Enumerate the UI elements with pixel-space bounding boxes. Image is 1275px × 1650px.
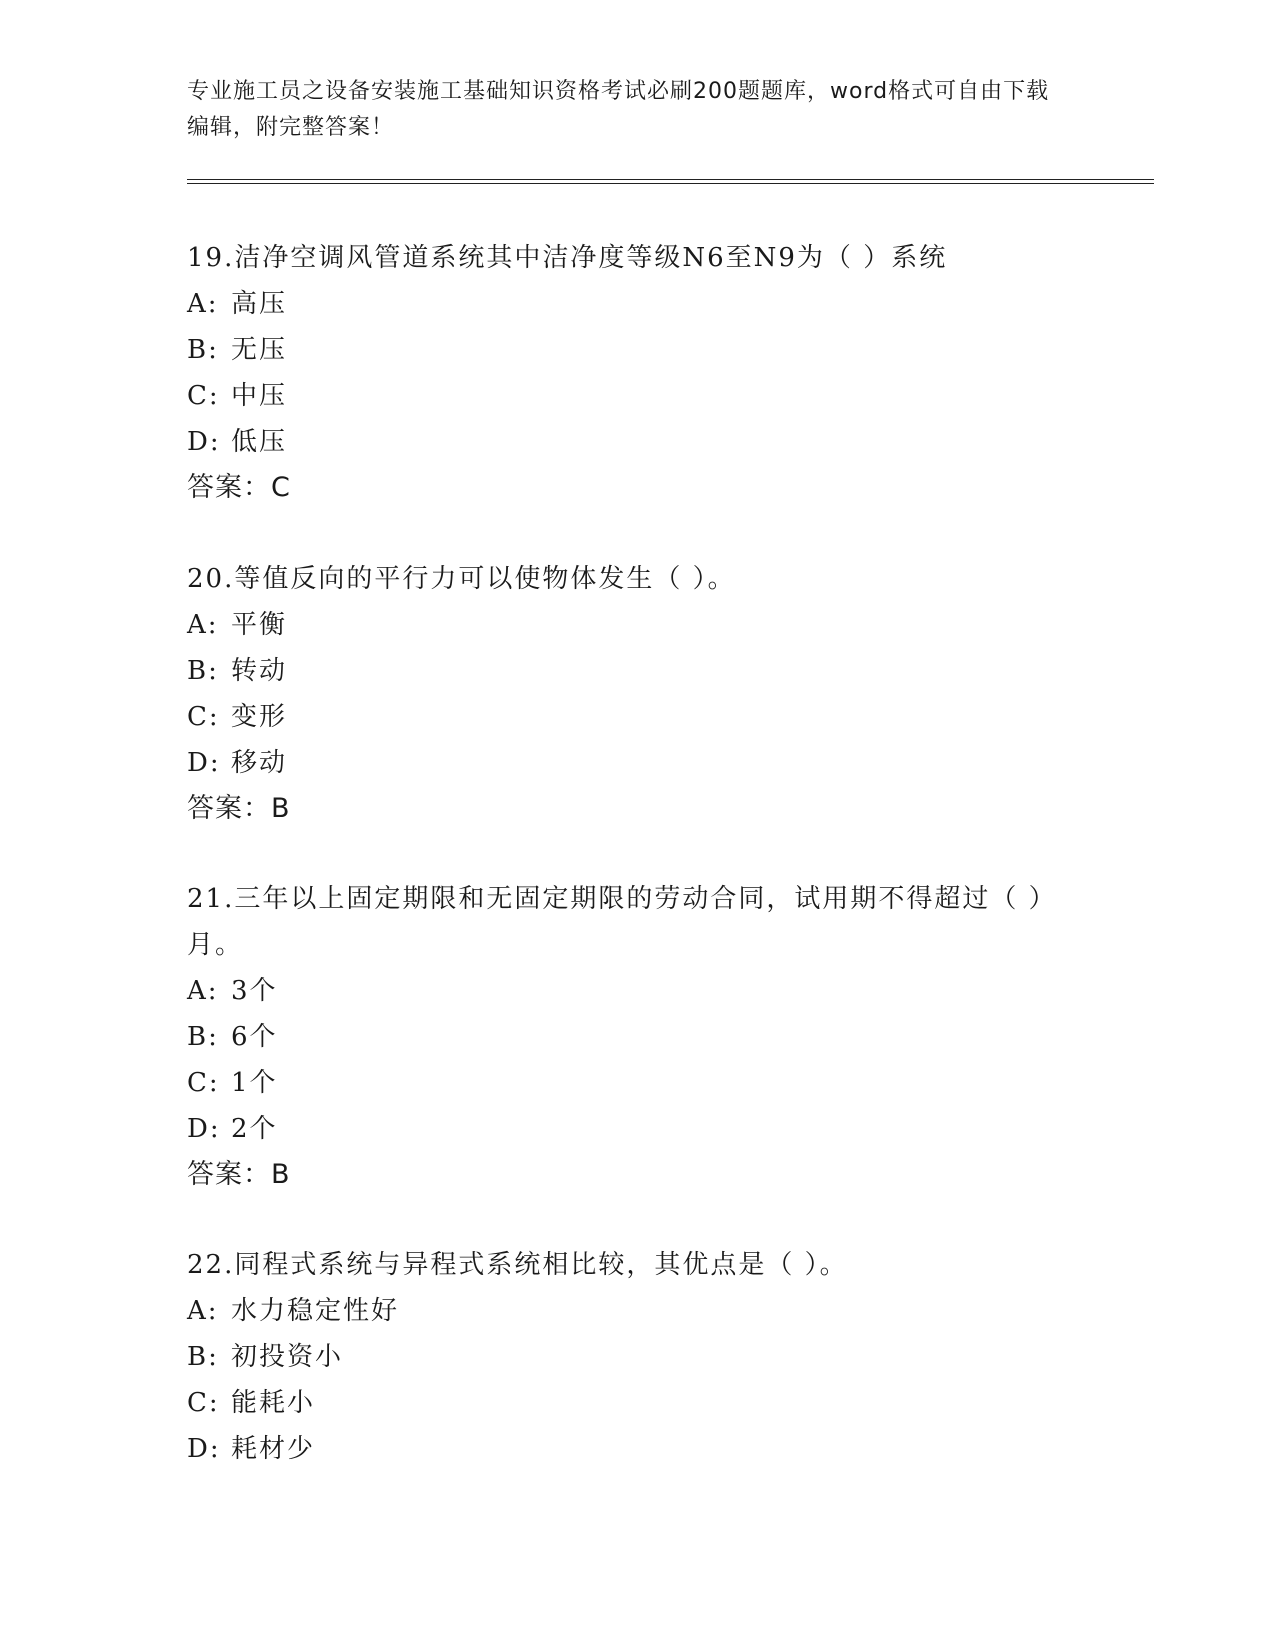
option-letter: B: [187,1342,219,1372]
option-text: 低压 [231,427,288,457]
option-text: 无压 [231,335,288,365]
option-c [187,1380,1067,1426]
question-stem: 22.同程式系统与异程式系统相比较，其优点是（ ）。 [187,1250,848,1280]
option-letter: C: [187,1068,220,1098]
option-letter: A: [187,1296,219,1326]
option-letter: B: [187,1022,219,1052]
option-text: 3个 [231,976,278,1006]
option-text: 移动 [231,748,288,778]
option-text: 2个 [231,1114,278,1144]
document-header: 专业施工员之设备安装施工基础知识资格考试必刷200题题库，word格式可自由下载编辑，附完整答案！ [187,79,1050,140]
option-letter: D: [187,1434,221,1464]
option-letter: C: [187,1388,220,1418]
option-letter: A: [187,976,219,1006]
option-text: 水力稳定性好 [231,1296,400,1326]
option-letter: D: [187,748,221,778]
option-b [187,1334,1067,1380]
question-21 [187,876,1067,1198]
option-text: 高压 [231,289,288,319]
option-text: 耗材少 [231,1434,316,1464]
option-d [187,1426,1067,1472]
option-c [187,694,1067,740]
option-letter: B: [187,656,219,686]
option-b [187,1014,1067,1060]
option-text: 中压 [231,381,288,411]
header-divider-bottom [187,183,1154,184]
option-text: 6个 [231,1022,278,1052]
answer-line: 答案：C [187,472,291,503]
option-b [187,648,1067,694]
option-letter: C: [187,381,220,411]
option-text: 转动 [231,656,288,686]
answer-line: 答案：B [187,793,291,824]
question-20 [187,556,1067,832]
option-d [187,419,1067,465]
option-letter: A: [187,610,219,640]
option-letter: C: [187,702,220,732]
option-text: 变形 [231,702,288,732]
option-text: 初投资小 [231,1342,344,1372]
header-divider-top [187,179,1154,180]
option-letter: D: [187,427,221,457]
question-stem: 19.洁净空调风管道系统其中洁净度等级N6至N9为（ ）系统 [187,243,948,273]
option-letter: D: [187,1114,221,1144]
answer-line: 答案：B [187,1159,291,1190]
option-a [187,1288,1067,1334]
question-19 [187,235,1067,511]
option-a [187,968,1067,1014]
option-text: 1个 [231,1068,278,1098]
option-letter: A: [187,289,219,319]
option-a [187,602,1067,648]
option-c [187,373,1067,419]
option-b [187,327,1067,373]
option-c [187,1060,1067,1106]
option-text: 平衡 [231,610,288,640]
option-d [187,740,1067,786]
question-stem: 20.等值反向的平行力可以使物体发生（ ）。 [187,564,736,594]
option-text: 能耗小 [231,1388,316,1418]
question-22 [187,1242,1067,1472]
option-letter: B: [187,335,219,365]
option-a [187,281,1067,327]
option-d [187,1106,1067,1152]
question-stem: 21.三年以上固定期限和无固定期限的劳动合同，试用期不得超过（ ）月。 [187,884,1057,960]
